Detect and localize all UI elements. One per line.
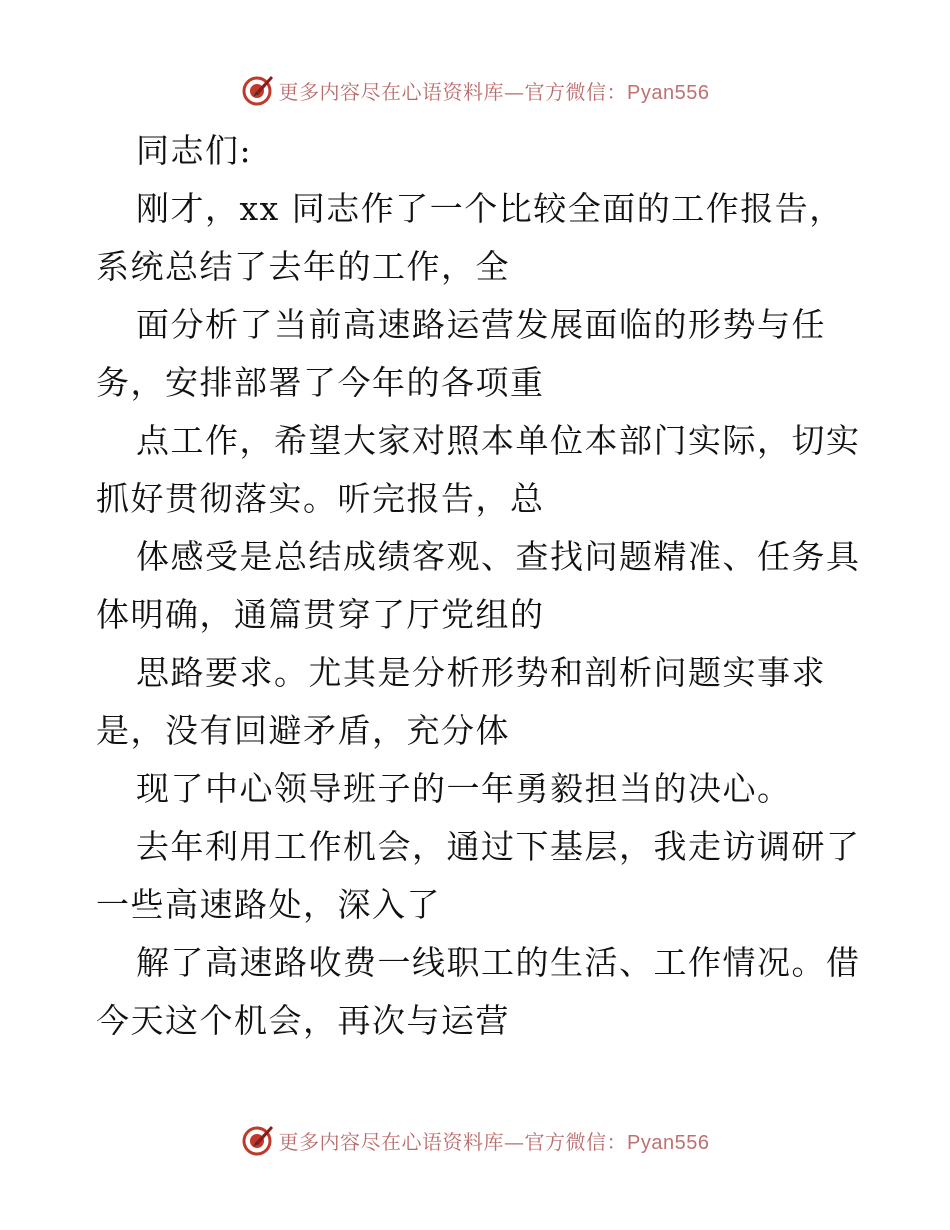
paragraph-line: 系统总结了去年的工作，全 — [96, 247, 510, 286]
header-banner-text: 更多内容尽在心语资料库—官方微信：Pyan556 — [278, 79, 710, 104]
document-body — [96, 122, 866, 1050]
footer-banner — [0, 1120, 950, 1160]
paragraph-line: 解了高速路收费一线职工的生活、工作情况。借 — [136, 943, 861, 982]
quill-pen-logo-icon — [241, 73, 275, 107]
paragraph-line: 去年利用工作机会，通过下基层，我走访调研了 — [136, 827, 861, 866]
header-banner — [0, 70, 950, 110]
paragraph-line: 今天这个机会，再次与运营 — [96, 1001, 510, 1040]
paragraph-line: 现了中心领导班子的一年勇毅担当的决心。 — [136, 769, 792, 808]
paragraph-line: 体明确，通篇贯穿了厅党组的 — [96, 595, 545, 634]
paragraph-line: 抓好贯彻落实。听完报告，总 — [96, 479, 545, 518]
paragraph-line: 体感受是总结成绩客观、查找问题精准、任务具 — [136, 537, 861, 576]
wechat-id: Pyan556 — [627, 81, 710, 104]
paragraph-line: 是，没有回避矛盾，充分体 — [96, 711, 510, 750]
paragraph-line: 一些高速路处，深入了 — [96, 885, 441, 924]
paragraph-line: 务，安排部署了今年的各项重 — [96, 363, 545, 402]
paragraph-line: 面分析了当前高速路运营发展面临的形势与任 — [136, 305, 826, 344]
paragraph-line: 点工作，希望大家对照本单位本部门实际，切实 — [136, 421, 861, 460]
quill-pen-logo-icon — [241, 1123, 275, 1157]
wechat-id: Pyan556 — [627, 1131, 710, 1154]
salutation: 同志们: — [136, 131, 253, 170]
paragraph-line: 刚才，xx 同志作了一个比较全面的工作报告， — [136, 189, 844, 228]
paragraph-line: 思路要求。尤其是分析形势和剖析问题实事求 — [136, 653, 826, 692]
footer-banner-text: 更多内容尽在心语资料库—官方微信：Pyan556 — [278, 1129, 710, 1154]
